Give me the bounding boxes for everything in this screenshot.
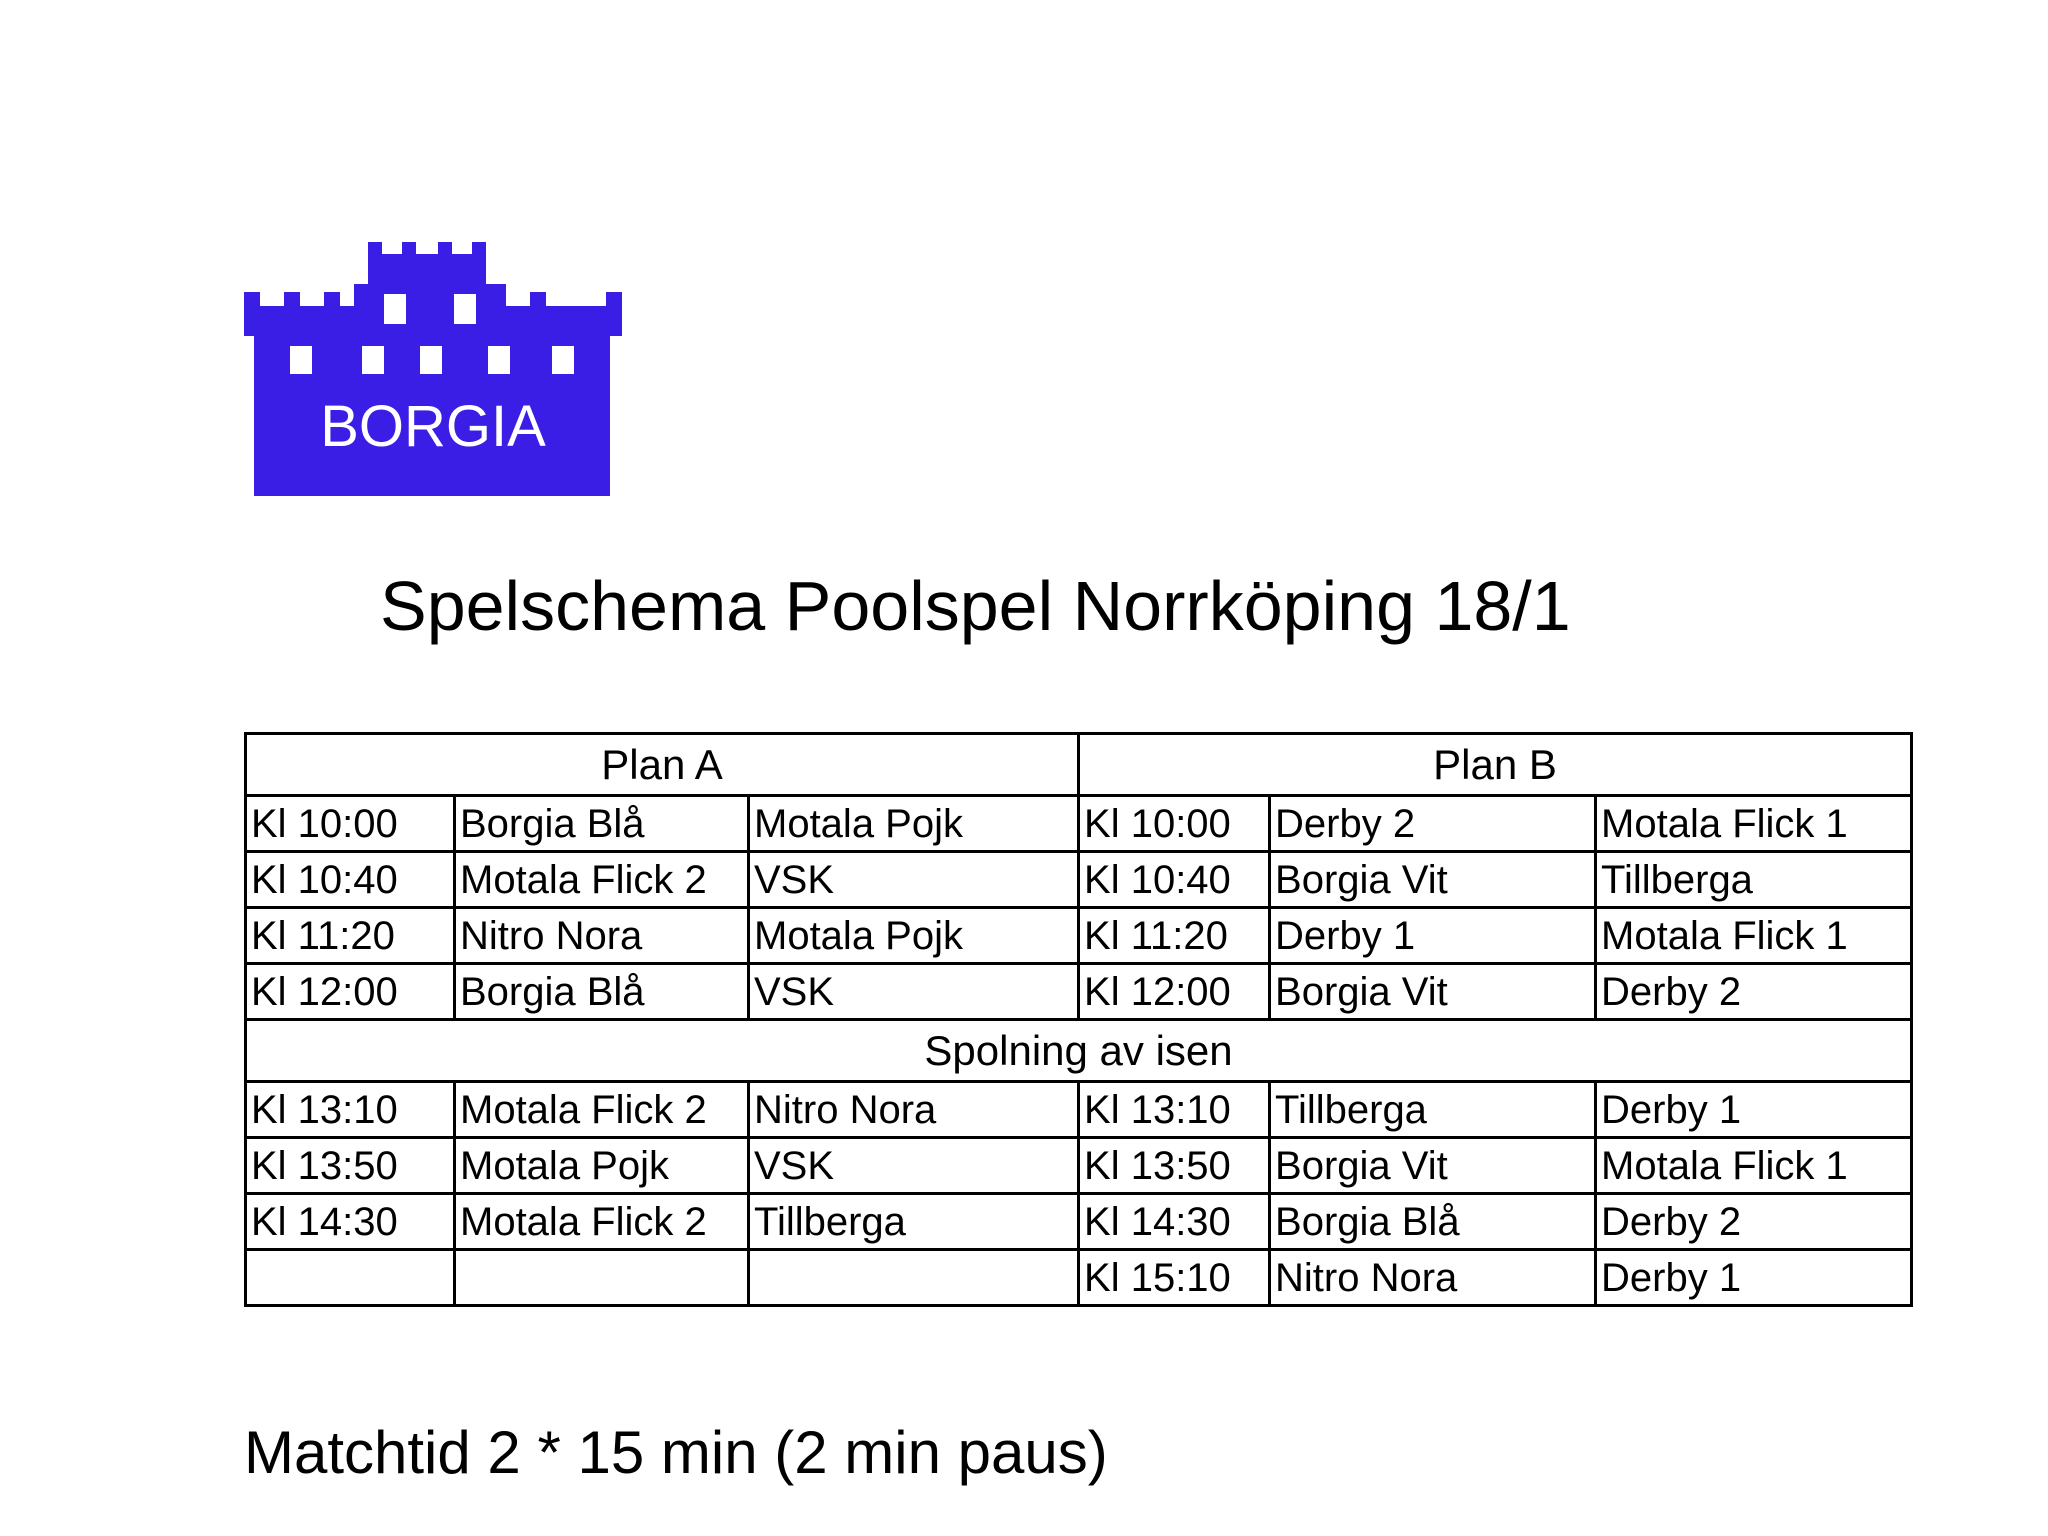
plan-a-team2-cell: [749, 1250, 1079, 1306]
plan-header-row: [246, 734, 1912, 796]
break-label: Spolning av isen: [246, 1020, 1912, 1082]
plan-a-team2-cell: Nitro Nora: [749, 1082, 1079, 1138]
plan-b-team1-cell: Borgia Blå: [1270, 1194, 1596, 1250]
plan-a-team1-cell: Motala Pojk: [455, 1138, 749, 1194]
plan-b-time-cell: Kl 12:00: [1079, 964, 1270, 1020]
plan-a-team1-cell: Nitro Nora: [455, 908, 749, 964]
plan-b-team2-cell: Derby 1: [1596, 1250, 1912, 1306]
plan-b-team1-cell: Derby 1: [1270, 908, 1596, 964]
table-row: [246, 1250, 1912, 1306]
plan-a-team1-cell: Borgia Blå: [455, 796, 749, 852]
plan-a-time-cell: Kl 10:00: [246, 796, 455, 852]
plan-b-team1-cell: Tillberga: [1270, 1082, 1596, 1138]
match-duration-note: Matchtid 2 * 15 min (2 min paus): [244, 1419, 1108, 1486]
plan-a-team1-cell: Borgia Blå: [455, 964, 749, 1020]
plan-b-team2-cell: Motala Flick 1: [1596, 796, 1912, 852]
plan-a-team2-cell: Motala Pojk: [749, 796, 1079, 852]
table-row: [246, 1194, 1912, 1250]
plan-b-team1-cell: Borgia Vit: [1270, 1138, 1596, 1194]
plan-a-team1-cell: Motala Flick 2: [455, 1194, 749, 1250]
plan-b-header: Plan B: [1079, 734, 1912, 796]
borgia-logo: [244, 242, 622, 496]
plan-a-team1-cell: Motala Flick 2: [455, 852, 749, 908]
logo-text: BORGIA: [320, 394, 546, 459]
plan-a-time-cell: Kl 13:10: [246, 1082, 455, 1138]
table-row: [246, 964, 1912, 1020]
plan-b-time-cell: Kl 13:10: [1079, 1082, 1270, 1138]
plan-b-team2-cell: Motala Flick 1: [1596, 1138, 1912, 1194]
plan-b-team2-cell: Tillberga: [1596, 852, 1912, 908]
plan-a-team2-cell: VSK: [749, 1138, 1079, 1194]
plan-b-team2-cell: Derby 2: [1596, 1194, 1912, 1250]
plan-b-time-cell: Kl 11:20: [1079, 908, 1270, 964]
page-title: Spelschema Poolspel Norrköping 18/1: [380, 567, 1571, 645]
plan-a-time-cell: Kl 13:50: [246, 1138, 455, 1194]
plan-b-team1-cell: Derby 2: [1270, 796, 1596, 852]
plan-a-time-cell: Kl 14:30: [246, 1194, 455, 1250]
table-row: [246, 1138, 1912, 1194]
plan-b-team1-cell: Borgia Vit: [1270, 964, 1596, 1020]
plan-b-team2-cell: Motala Flick 1: [1596, 908, 1912, 964]
plan-b-time-cell: Kl 14:30: [1079, 1194, 1270, 1250]
plan-a-team2-cell: VSK: [749, 964, 1079, 1020]
break-row: [246, 1020, 1912, 1082]
plan-a-team1-cell: Motala Flick 2: [455, 1082, 749, 1138]
plan-a-team1-cell: [455, 1250, 749, 1306]
plan-b-team2-cell: Derby 2: [1596, 964, 1912, 1020]
schedule-table: [244, 732, 1913, 1307]
plan-a-time-cell: Kl 10:40: [246, 852, 455, 908]
plan-a-team2-cell: Tillberga: [749, 1194, 1079, 1250]
plan-b-time-cell: Kl 10:00: [1079, 796, 1270, 852]
plan-b-time-cell: Kl 10:40: [1079, 852, 1270, 908]
plan-b-time-cell: Kl 13:50: [1079, 1138, 1270, 1194]
plan-a-time-cell: Kl 11:20: [246, 908, 455, 964]
table-row: [246, 908, 1912, 964]
table-row: [246, 852, 1912, 908]
table-row: [246, 1082, 1912, 1138]
plan-a-time-cell: Kl 12:00: [246, 964, 455, 1020]
plan-b-team1-cell: Nitro Nora: [1270, 1250, 1596, 1306]
plan-b-time-cell: Kl 15:10: [1079, 1250, 1270, 1306]
plan-a-team2-cell: VSK: [749, 852, 1079, 908]
plan-a-team2-cell: Motala Pojk: [749, 908, 1079, 964]
table-row: [246, 796, 1912, 852]
plan-a-header: Plan A: [246, 734, 1079, 796]
plan-a-time-cell: [246, 1250, 455, 1306]
plan-b-team2-cell: Derby 1: [1596, 1082, 1912, 1138]
plan-b-team1-cell: Borgia Vit: [1270, 852, 1596, 908]
